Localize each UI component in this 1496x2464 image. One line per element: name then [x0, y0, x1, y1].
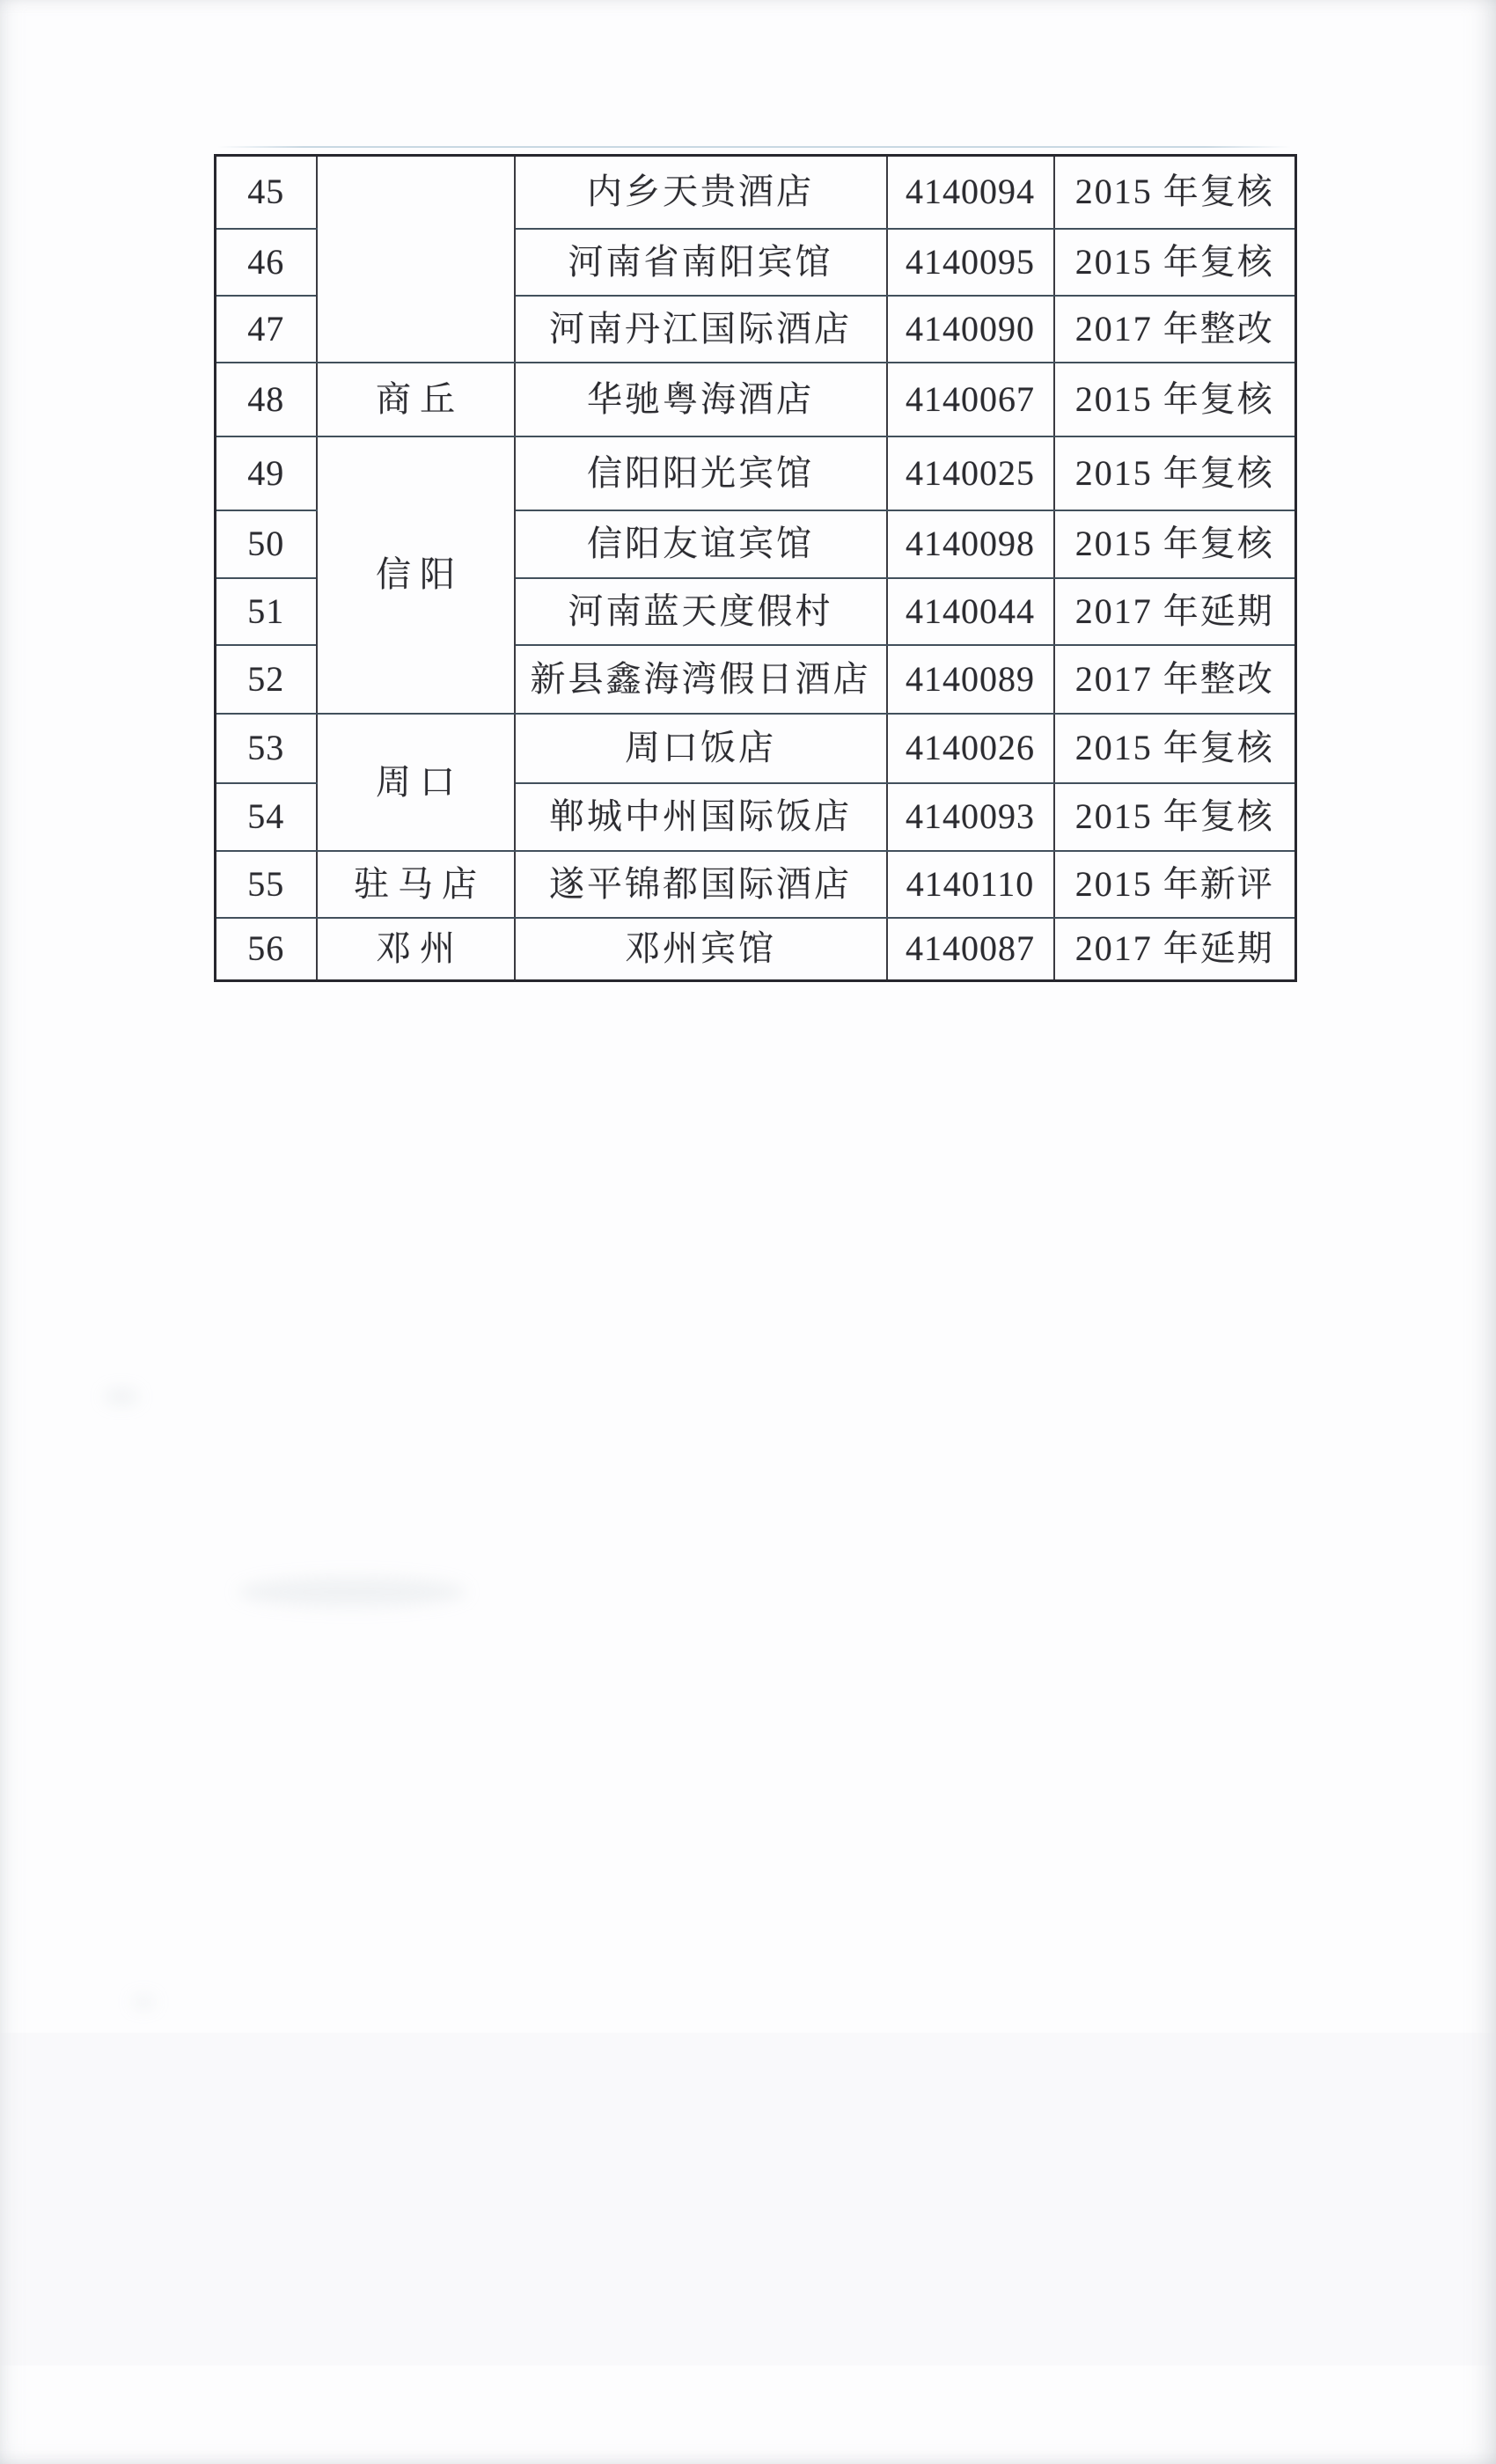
status-cell: 2015 年复核	[1054, 436, 1296, 510]
code-cell: 4140087	[887, 918, 1054, 981]
hotel-name-cell: 内乡天贵酒店	[515, 156, 887, 229]
hotel-name-cell: 信阳阳光宾馆	[515, 436, 887, 510]
scan-smudge-artifact	[104, 1389, 139, 1404]
row-number-cell: 53	[216, 714, 317, 783]
status-cell: 2015 年新评	[1054, 851, 1296, 918]
row-number-cell: 52	[216, 645, 317, 714]
city-cell: 商丘	[317, 363, 515, 436]
row-number-cell: 48	[216, 363, 317, 436]
row-number-cell: 45	[216, 156, 317, 229]
hotel-name-cell: 邓州宾馆	[515, 918, 887, 981]
code-cell: 4140090	[887, 296, 1054, 363]
scan-smudge-artifact	[238, 1577, 466, 1607]
scan-tone-band-artifact	[0, 2033, 1496, 2365]
code-cell: 4140093	[887, 783, 1054, 851]
code-cell: 4140110	[887, 851, 1054, 918]
status-cell: 2017 年整改	[1054, 645, 1296, 714]
hotel-name-cell: 河南蓝天度假村	[515, 578, 887, 645]
status-cell: 2017 年延期	[1054, 918, 1296, 981]
row-number-cell: 46	[216, 229, 317, 296]
table-row	[216, 714, 1296, 783]
hotel-name-cell: 新县鑫海湾假日酒店	[515, 645, 887, 714]
status-cell: 2015 年复核	[1054, 510, 1296, 578]
row-number-cell: 56	[216, 918, 317, 981]
table-row	[216, 363, 1296, 436]
code-cell: 4140026	[887, 714, 1054, 783]
row-number-cell: 51	[216, 578, 317, 645]
table-row	[216, 851, 1296, 918]
code-cell: 4140095	[887, 229, 1054, 296]
status-cell: 2017 年整改	[1054, 296, 1296, 363]
hotel-name-cell: 河南省南阳宾馆	[515, 229, 887, 296]
status-cell: 2015 年复核	[1054, 156, 1296, 229]
hotel-name-cell: 华驰粤海酒店	[515, 363, 887, 436]
code-cell: 4140094	[887, 156, 1054, 229]
table-row	[216, 156, 1296, 229]
code-cell: 4140044	[887, 578, 1054, 645]
hotel-name-cell: 信阳友谊宾馆	[515, 510, 887, 578]
row-number-cell: 49	[216, 436, 317, 510]
scan-smudge-artifact	[132, 1996, 155, 2008]
code-cell: 4140025	[887, 436, 1054, 510]
status-cell: 2015 年复核	[1054, 363, 1296, 436]
row-number-cell: 55	[216, 851, 317, 918]
row-number-cell: 47	[216, 296, 317, 363]
status-cell: 2015 年复核	[1054, 783, 1296, 851]
city-cell: 周口	[317, 714, 515, 851]
status-cell: 2017 年延期	[1054, 578, 1296, 645]
code-cell: 4140067	[887, 363, 1054, 436]
city-cell: 邓州	[317, 918, 515, 981]
hotel-name-cell: 河南丹江国际酒店	[515, 296, 887, 363]
hotel-name-cell: 遂平锦都国际酒店	[515, 851, 887, 918]
scan-ghost-line-artifact	[217, 146, 1291, 148]
city-cell: 信阳	[317, 436, 515, 714]
table-row	[216, 436, 1296, 510]
code-cell: 4140098	[887, 510, 1054, 578]
hotel-name-cell: 郸城中州国际饭店	[515, 783, 887, 851]
row-number-cell: 50	[216, 510, 317, 578]
code-cell: 4140089	[887, 645, 1054, 714]
star-hotel-rating-table	[214, 154, 1297, 982]
status-cell: 2015 年复核	[1054, 714, 1296, 783]
city-cell	[317, 156, 515, 363]
row-number-cell: 54	[216, 783, 317, 851]
status-cell: 2015 年复核	[1054, 229, 1296, 296]
city-cell: 驻马店	[317, 851, 515, 918]
table-row	[216, 918, 1296, 981]
hotel-name-cell: 周口饭店	[515, 714, 887, 783]
